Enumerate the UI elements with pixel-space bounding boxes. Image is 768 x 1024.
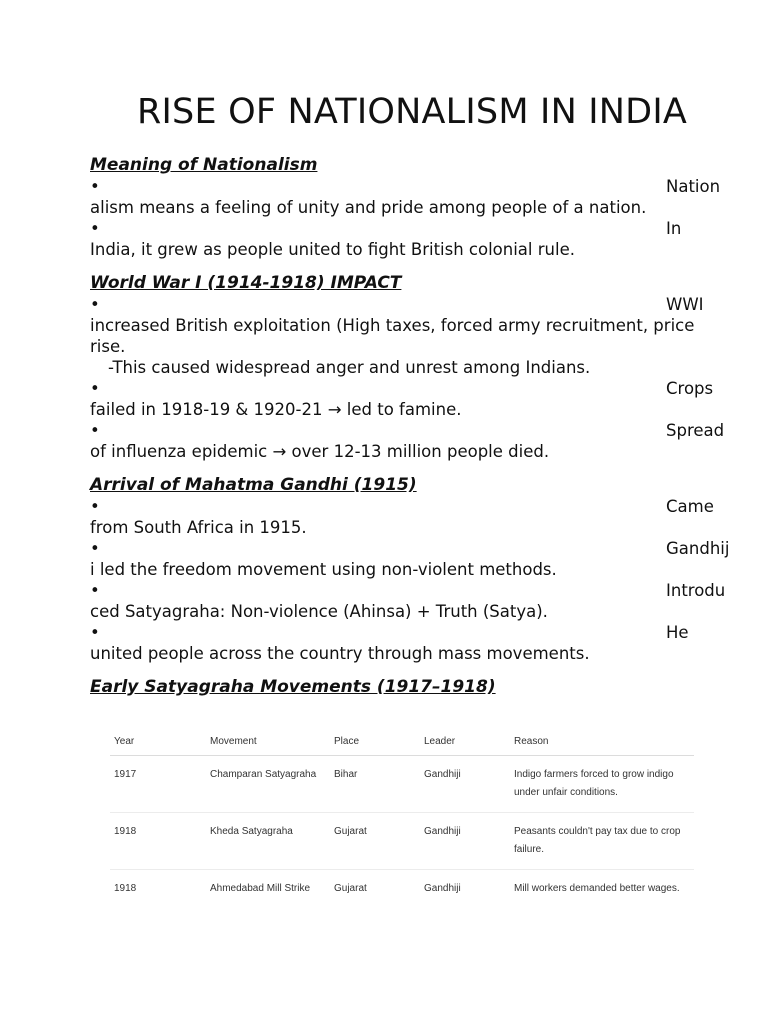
table-cell: Gujarat	[330, 813, 420, 870]
section-heading: Early Satyagraha Movements (1917–1918)	[90, 677, 496, 697]
bullet-icon: •	[90, 539, 100, 558]
table-cell: 1917	[110, 756, 206, 813]
page-title: RISE OF NATIONALISM IN INDIA	[137, 92, 687, 132]
bullet-text: of influenza epidemic → over 12-13 million people died.	[90, 442, 550, 461]
bullet-icon: •	[90, 421, 100, 440]
bullet-text: alism means a feeling of unity and pride among people of a nation.	[90, 198, 647, 217]
bullet-head: In	[666, 219, 682, 238]
bullet-note: -This caused widespread anger and unrest among Indians.	[108, 358, 591, 377]
table-cell: Gandhiji	[420, 756, 510, 813]
section-heading: Arrival of Mahatma Gandhi (1915)	[90, 475, 417, 495]
bullet-text: failed in 1918-19 & 1920-21 → led to famine.	[90, 400, 462, 419]
bullet-icon: •	[90, 581, 100, 600]
column-header: Leader	[420, 730, 510, 756]
table-cell: Gandhiji	[424, 883, 461, 894]
table-cell: Ahmedabad Mill Strike	[210, 883, 311, 894]
table-row	[110, 813, 694, 870]
section-heading: Meaning of Nationalism	[90, 155, 318, 175]
section-heading: World War I (1914-1918) IMPACT	[90, 273, 402, 293]
bullet-item	[90, 538, 734, 559]
bullet-icon: •	[90, 219, 100, 238]
table-cell: Gujarat	[334, 883, 367, 894]
table-cell: Bihar	[330, 756, 420, 813]
column-header: Place	[330, 730, 420, 756]
movements-table	[110, 730, 694, 908]
bullet-text: i led the freedom movement using non-violent methods.	[90, 560, 557, 579]
bullet-head: Crops	[666, 379, 714, 398]
bullet-item	[90, 176, 734, 197]
bullet-item	[90, 420, 734, 441]
bullet-text: from South Africa in 1915.	[90, 518, 307, 537]
bullet-item	[90, 218, 734, 239]
bullet-icon: •	[90, 623, 100, 642]
bullet-icon: •	[90, 177, 100, 196]
column-header: Reason	[510, 730, 694, 756]
document-body	[90, 154, 734, 698]
bullet-item	[90, 580, 734, 601]
table-cell: Mill workers demanded better wages.	[514, 883, 680, 894]
column-header: Year	[110, 730, 206, 756]
bullet-icon: •	[90, 295, 100, 314]
bullet-text: united people across the country through mass movements.	[90, 644, 590, 663]
bullet-head: Gandhij	[666, 539, 730, 558]
bullet-item	[90, 378, 734, 399]
bullet-item	[90, 496, 734, 517]
bullet-head: Came	[666, 497, 714, 516]
table-cell: Indigo farmers forced to grow indigo under unfair conditions.	[510, 756, 694, 813]
bullet-text: increased British exploitation (High taxes, forced army recruitment, price	[90, 316, 695, 335]
table-header-row	[110, 730, 694, 756]
table-cell: Peasants couldn't pay tax due to crop failure.	[510, 813, 694, 870]
column-header: Movement	[206, 730, 330, 756]
bullet-head: Spread	[666, 421, 725, 440]
table-cell: Champaran Satyagraha	[206, 756, 330, 813]
table-cell: Gandhiji	[420, 813, 510, 870]
bullet-text: ced Satyagraha: Non-violence (Ahinsa) + Truth (Satya).	[90, 602, 548, 621]
bullet-head: Nation	[666, 177, 721, 196]
bullet-item	[90, 294, 734, 315]
bullet-head: Introdu	[666, 581, 726, 600]
bullet-text: rise.	[90, 337, 126, 356]
table-cell: Kheda Satyagraha	[206, 813, 330, 870]
bullet-text: India, it grew as people united to fight British colonial rule.	[90, 240, 575, 259]
table-cell: 1918	[110, 813, 206, 870]
bullet-head: He	[666, 623, 689, 642]
bullet-icon: •	[90, 379, 100, 398]
bullet-item	[90, 622, 734, 643]
bullet-icon: •	[90, 497, 100, 516]
bullet-head: WWI	[666, 295, 704, 314]
table-row	[110, 756, 694, 813]
table-cell: 1918	[114, 883, 137, 894]
table-row	[110, 870, 694, 909]
